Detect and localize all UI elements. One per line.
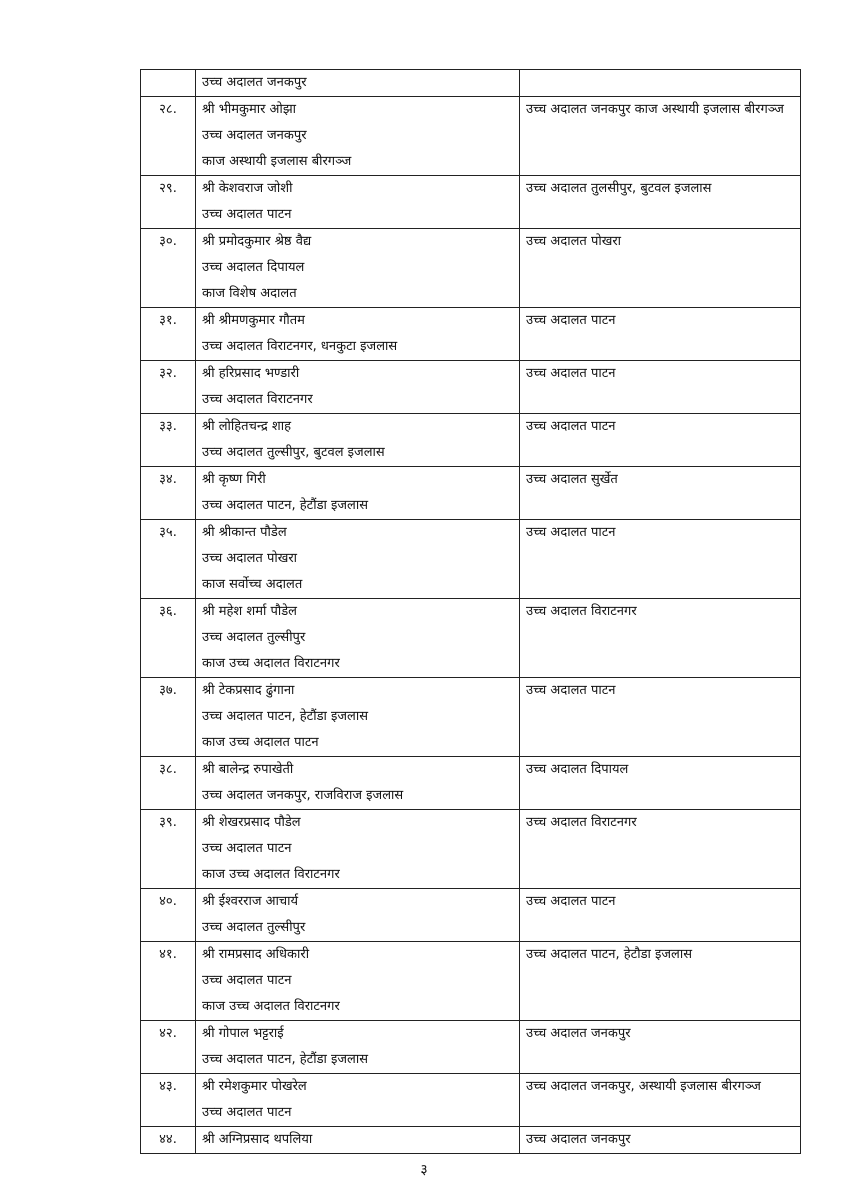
serial-number: २८.: [141, 97, 196, 176]
person-name: श्री प्रमोदकुमार श्रेष्ठ वैद्य: [202, 234, 312, 249]
destination-cell: [520, 414, 801, 467]
destination-text: उच्च अदालत पाटन: [526, 683, 616, 698]
destination-text: उच्च अदालत विराटनगर: [526, 604, 637, 619]
person-name: श्री गोपाल भट्टराई: [202, 1026, 284, 1041]
serial-number: ३५.: [141, 520, 196, 599]
destination-text: उच्च अदालत विराटनगर: [526, 815, 637, 830]
table-row: [141, 308, 801, 361]
table-row: [141, 599, 801, 678]
serial-number: ३६.: [141, 599, 196, 678]
current-post: उच्च अदालत विराटनगर: [202, 392, 313, 407]
person-name: श्री ईश्वरराज आचार्य: [202, 894, 299, 909]
person-cell: [196, 1021, 520, 1074]
destination-cell: [520, 678, 801, 757]
serial-number: ३३.: [141, 414, 196, 467]
person-name: श्री हरिप्रसाद भण्डारी: [202, 366, 300, 381]
destination-cell: [520, 1074, 801, 1127]
destination-cell: [520, 520, 801, 599]
person-cell: [196, 942, 520, 1021]
destination-text: उच्च अदालत जनकपुर, अस्थायी इजलास बीरगञ्ज: [526, 1079, 761, 1094]
person-name: श्री रामप्रसाद अधिकारी: [202, 947, 310, 962]
destination-cell: [520, 176, 801, 229]
transfer-table-body: [141, 70, 801, 1154]
person-cell: [196, 229, 520, 308]
table-row: [141, 757, 801, 810]
current-post: उच्च अदालत दिपायल: [202, 260, 305, 275]
serial-number: [141, 70, 196, 97]
destination-text: उच्च अदालत पाटन: [526, 366, 616, 381]
destination-cell: [520, 467, 801, 520]
current-post: उच्च अदालत जनकपुर, राजविराज इजलास: [202, 788, 404, 803]
person-cell: [196, 678, 520, 757]
serial-number: २९.: [141, 176, 196, 229]
current-post: काज सर्वोच्च अदालत: [202, 577, 303, 592]
serial-number: ४०.: [141, 889, 196, 942]
person-cell: [196, 70, 520, 97]
table-row: [141, 229, 801, 308]
destination-text: उच्च अदालत पाटन: [526, 313, 616, 328]
serial-number: ३०.: [141, 229, 196, 308]
current-post: काज अस्थायी इजलास बीरगञ्ज: [202, 154, 352, 169]
person-name: श्री केशवराज जोशी: [202, 181, 293, 196]
table-row: [141, 889, 801, 942]
current-post: उच्च अदालत पाटन, हेटौंडा इजलास: [202, 709, 369, 724]
person-name: श्री टेकप्रसाद ढुंगाना: [202, 683, 295, 698]
person-cell: [196, 414, 520, 467]
current-post: उच्च अदालत तुल्सीपुर: [202, 920, 306, 935]
person-cell: [196, 1127, 520, 1154]
destination-cell: [520, 599, 801, 678]
person-name: श्री महेश शर्मा पौडेल: [202, 604, 297, 619]
current-post: उच्च अदालत तुल्सीपुर: [202, 630, 306, 645]
serial-number: ३७.: [141, 678, 196, 757]
current-post: उच्च अदालत पाटन, हेटौंडा इजलास: [202, 1052, 369, 1067]
table-row: [141, 1127, 801, 1154]
destination-text: उच्च अदालत जनकपुर: [526, 1026, 631, 1041]
destination-text: उच्च अदालत जनकपुर: [526, 1132, 631, 1147]
current-post: उच्च अदालत तुल्सीपुर, बुटवल इजलास: [202, 445, 385, 460]
person-name: श्री श्रीमणकुमार गौतम: [202, 313, 305, 328]
page-number: ३: [420, 1162, 428, 1178]
destination-cell: [520, 70, 801, 97]
person-name: उच्च अदालत जनकपुर: [202, 75, 307, 90]
destination-text: उच्च अदालत पाटन: [526, 419, 616, 434]
serial-number: ३४.: [141, 467, 196, 520]
current-post: उच्च अदालत पाटन: [202, 1105, 292, 1120]
person-cell: [196, 176, 520, 229]
person-name: श्री भीमकुमार ओझा: [202, 102, 297, 117]
serial-number: ३९.: [141, 810, 196, 889]
person-name: श्री बालेन्द्र रुपाखेती: [202, 762, 294, 777]
person-name: श्री श्रीकान्त पौडेल: [202, 525, 287, 540]
table-row: [141, 97, 801, 176]
destination-cell: [520, 1021, 801, 1074]
transfer-table: [140, 69, 801, 1154]
destination-text: उच्च अदालत सुर्खेत: [526, 472, 618, 487]
table-row: [141, 361, 801, 414]
person-cell: [196, 1074, 520, 1127]
current-post: उच्च अदालत पाटन: [202, 841, 292, 856]
current-post: उच्च अदालत पाटन: [202, 207, 292, 222]
table-row: [141, 414, 801, 467]
serial-number: ४१.: [141, 942, 196, 1021]
person-name: श्री कृष्ण गिरी: [202, 472, 266, 487]
table-row: [141, 467, 801, 520]
destination-text: उच्च अदालत दिपायल: [526, 762, 629, 777]
current-post: काज उच्च अदालत विराटनगर: [202, 999, 340, 1014]
destination-cell: [520, 361, 801, 414]
current-post: उच्च अदालत पाटन: [202, 973, 292, 988]
destination-text: उच्च अदालत पोखरा: [526, 234, 622, 249]
table-row: [141, 176, 801, 229]
destination-text: [526, 70, 794, 71]
destination-cell: [520, 97, 801, 176]
serial-number: ४४.: [141, 1127, 196, 1154]
destination-text: उच्च अदालत जनकपुर काज अस्थायी इजलास बीरगञ्ज: [526, 102, 784, 117]
destination-cell: [520, 889, 801, 942]
current-post: उच्च अदालत विराटनगर, धनकुटा इजलास: [202, 339, 398, 354]
destination-cell: [520, 308, 801, 361]
person-cell: [196, 757, 520, 810]
person-name: श्री लोहितचन्द्र शाह: [202, 419, 291, 434]
destination-text: उच्च अदालत पाटन: [526, 525, 616, 540]
person-cell: [196, 467, 520, 520]
table-row: [141, 678, 801, 757]
serial-number: ३२.: [141, 361, 196, 414]
serial-number: ४३.: [141, 1074, 196, 1127]
current-post: उच्च अदालत जनकपुर: [202, 128, 307, 143]
table-row: [141, 1021, 801, 1074]
serial-number: ३८.: [141, 757, 196, 810]
person-name: श्री रमेशकुमार पोखरेल: [202, 1079, 307, 1094]
destination-text: उच्च अदालत तुलसीपुर, बुटवल इजलास: [526, 181, 712, 196]
destination-text: उच्च अदालत पाटन: [526, 894, 616, 909]
current-post: काज उच्च अदालत विराटनगर: [202, 867, 340, 882]
table-row: [141, 70, 801, 97]
person-cell: [196, 308, 520, 361]
destination-cell: [520, 1127, 801, 1154]
destination-cell: [520, 942, 801, 1021]
serial-number: ४२.: [141, 1021, 196, 1074]
destination-cell: [520, 757, 801, 810]
table-row: [141, 520, 801, 599]
person-cell: [196, 361, 520, 414]
destination-cell: [520, 810, 801, 889]
person-cell: [196, 599, 520, 678]
person-cell: [196, 810, 520, 889]
serial-number: ३१.: [141, 308, 196, 361]
person-cell: [196, 520, 520, 599]
current-post: उच्च अदालत पोखरा: [202, 551, 298, 566]
person-name: श्री शेखरप्रसाद पौडेल: [202, 815, 301, 830]
table-row: [141, 810, 801, 889]
current-post: काज उच्च अदालत विराटनगर: [202, 656, 340, 671]
current-post: उच्च अदालत पाटन, हेटौंडा इजलास: [202, 498, 369, 513]
current-post: काज उच्च अदालत पाटन: [202, 735, 319, 750]
person-cell: [196, 97, 520, 176]
person-name: श्री अग्निप्रसाद थपलिया: [202, 1132, 313, 1147]
destination-cell: [520, 229, 801, 308]
table-row: [141, 942, 801, 1021]
destination-text: उच्च अदालत पाटन, हेटौडा इजलास: [526, 947, 693, 962]
table-row: [141, 1074, 801, 1127]
current-post: काज विशेष अदालत: [202, 286, 297, 301]
person-cell: [196, 889, 520, 942]
